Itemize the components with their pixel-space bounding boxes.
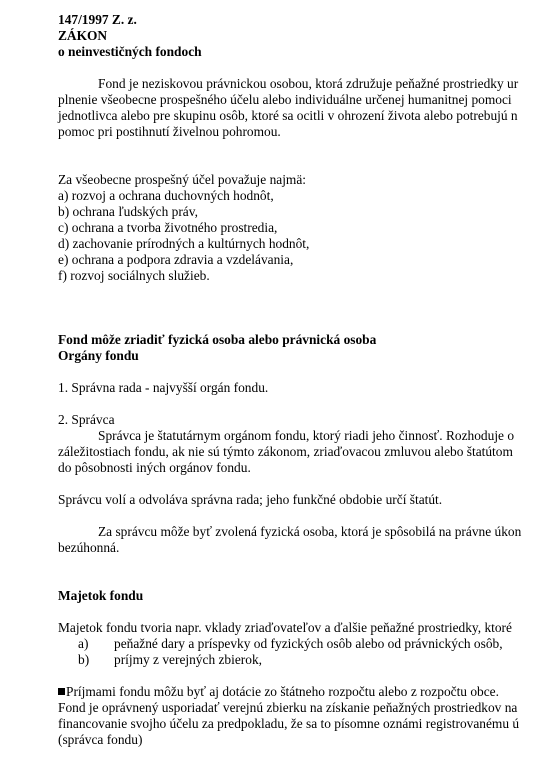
law-title: o neinvestičných fondoch [58, 44, 202, 59]
purpose-heading: Za všeobecne prospešný účel považuje najmä: [58, 172, 307, 187]
admin-line-1: Správca je štatutárnym orgánom fondu, ktorý riadi jeho činnosť. Rozhoduje o [98, 428, 515, 443]
organs-heading: Orgány fondu [58, 348, 139, 363]
document-page [58, 12, 535, 748]
intro-line-4: pomoc pri postihnutí živelnou pohromou. [58, 124, 281, 139]
collection-line-3: (správca fondu) [58, 732, 143, 747]
purpose-item-f: f) rozvoj sociálnych služieb. [58, 268, 210, 283]
board-item: 1. Správna rada - najvyšší orgán fondu. [58, 380, 269, 395]
admin-election: Správcu volí a odvoláva správna rada; jeho funkčné obdobie určí štatút. [58, 492, 443, 507]
assets-item-b-marker: b) [78, 652, 90, 667]
collection-line-1: Fond je oprávnený usporiadať verejnú zbierku na získanie peňažných prostriedkov na [58, 700, 518, 715]
law-number: 147/1997 Z. z. [58, 12, 137, 27]
income-line [58, 684, 535, 700]
assets-item-a-text: peňažné dary a príspevky od fyzických osôb alebo od právnických osôb, [114, 636, 503, 651]
intro-line-3: jednotlivca alebo pre skupinu osôb, ktoré sa ocitli v ohrození života alebo potrebujú n [58, 108, 518, 123]
purpose-item-b: b) ochrana ľudských práv, [58, 204, 198, 219]
founders-heading: Fond môže zriadiť fyzická osoba alebo právnická osoba [58, 332, 377, 347]
assets-item-a [58, 636, 535, 652]
intro-line-1: Fond je neziskovou právnickou osobou, ktorá združuje peňažné prostriedky ur [98, 76, 519, 91]
assets-item-b [58, 652, 535, 668]
admin-line-3: do pôsobnosti iných orgánov fondu. [58, 460, 251, 475]
assets-item-a-marker: a) [78, 636, 89, 651]
admin-qualification-line-1: Za správcu môže byť zvolená fyzická osoba, ktorá je spôsobilá na právne úkon [98, 524, 522, 539]
admin-line-2: záležitostiach fondu, ak nie sú týmto zákonom, zriaďovacou zmluvou alebo štatútom [58, 444, 513, 459]
income-text: Príjmami fondu môžu byť aj dotácie zo štátneho rozpočtu alebo z rozpočtu obce. [66, 684, 499, 699]
purpose-item-e: e) ochrana a podpora zdravia a vzdelávania, [58, 252, 294, 267]
law-type: ZÁKON [58, 28, 108, 43]
assets-intro: Majetok fondu tvoria napr. vklady zriaďovateľov a ďalšie peňažné prostriedky, ktoré [58, 620, 512, 635]
assets-heading: Majetok fondu [58, 588, 144, 603]
admin-qualification-line-2: bezúhonná. [58, 540, 120, 555]
intro-line-2: plnenie všeobecne prospešného účelu alebo individuálne určenej humanitnej pomoci [58, 92, 512, 107]
assets-item-b-text: príjmy z verejných zbierok, [114, 652, 262, 667]
collection-line-2: financovanie svojho účelu za predpokladu, že sa to písomne oznámi registrovanému ú [58, 716, 520, 731]
admin-title: 2. Správca [58, 412, 115, 427]
square-bullet-icon [58, 688, 65, 695]
purpose-item-c: c) ochrana a tvorba životného prostredia, [58, 220, 278, 235]
purpose-item-d: d) zachovanie prírodných a kultúrnych hodnôt, [58, 236, 310, 251]
purpose-item-a: a) rozvoj a ochrana duchovných hodnôt, [58, 188, 274, 203]
